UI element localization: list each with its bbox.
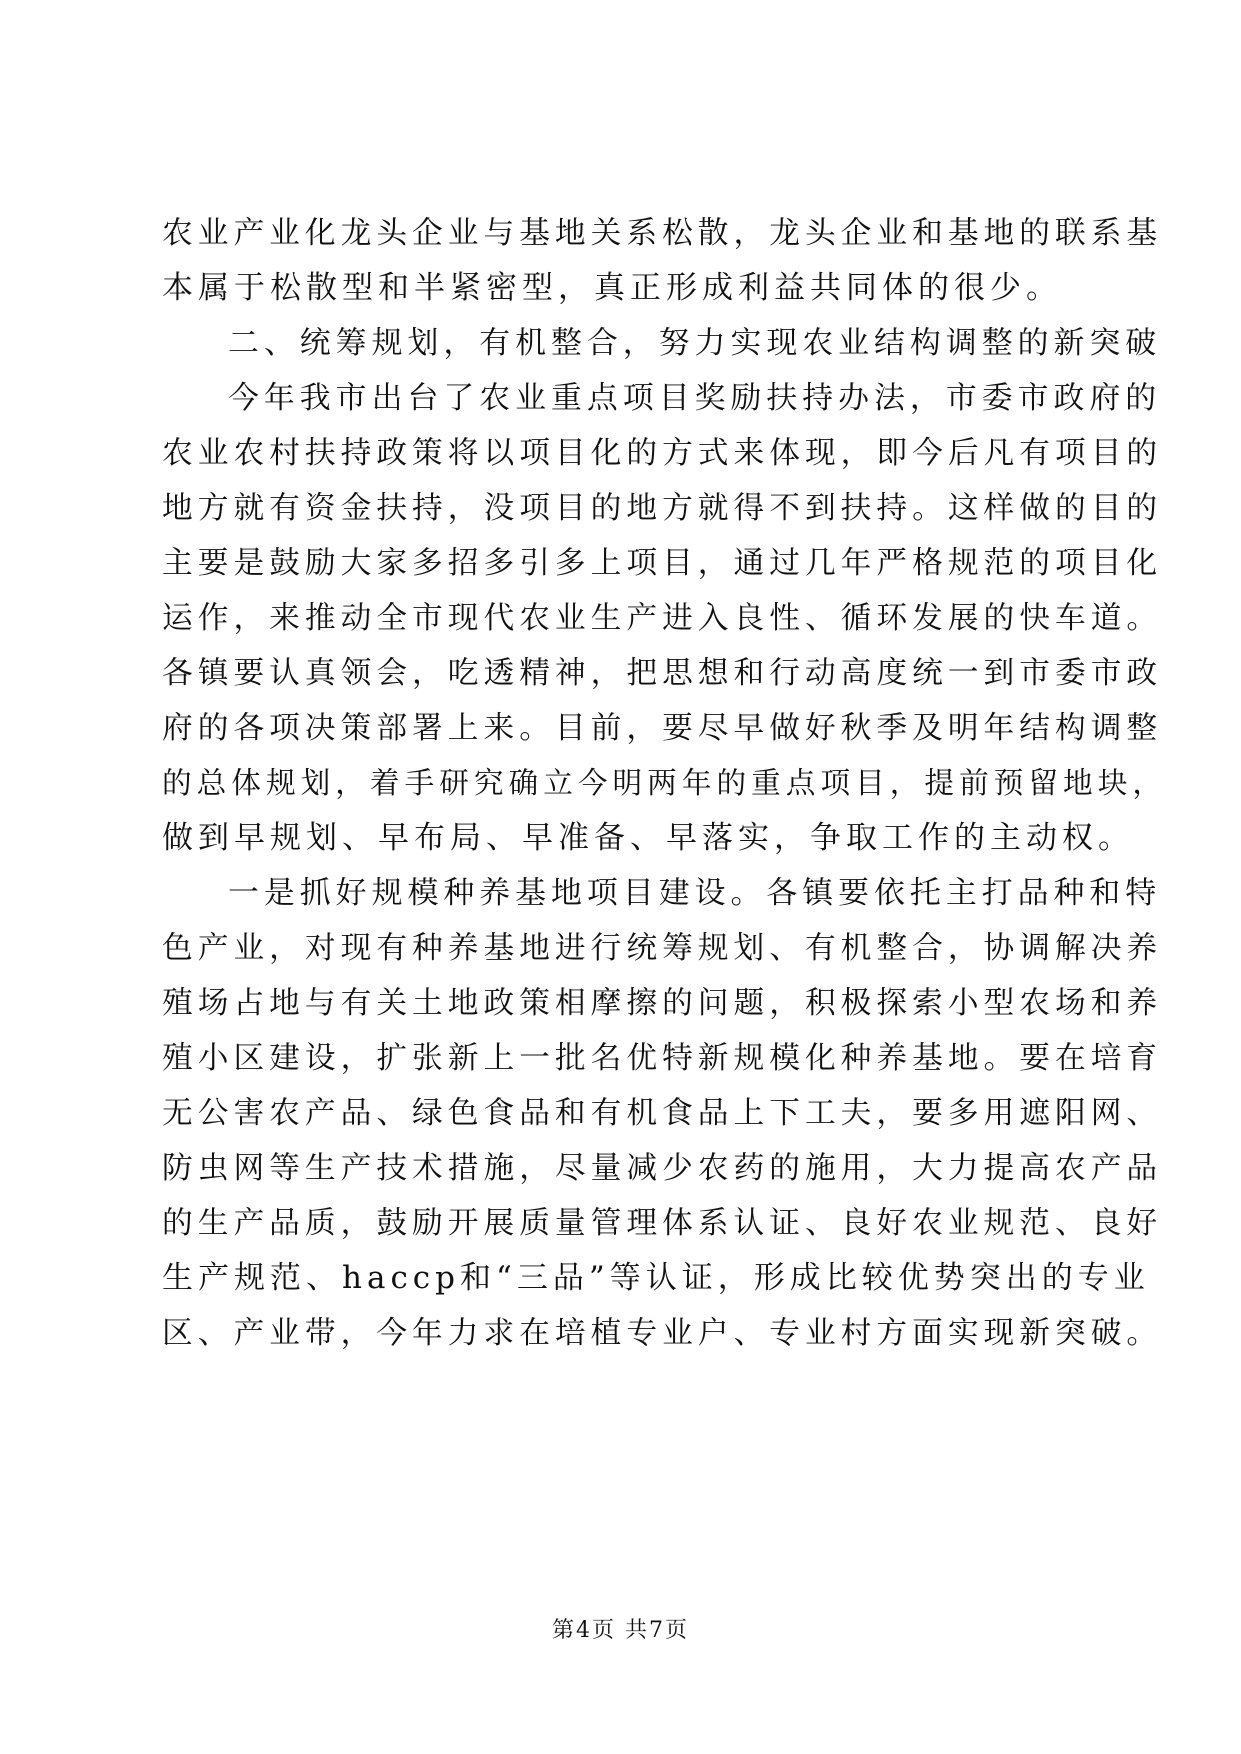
text-line: 区、产业带，今年力求在培植专业户、专业村方面实现新突破。 [162, 1315, 1163, 1351]
text-line: 殖小区建设，扩张新上一批名优特新规模化种养基地。要在培育 [162, 1040, 1163, 1076]
page-footer: 第4页 共7页 [552, 1618, 689, 1643]
text-line: 防虫网等生产技术措施，尽量减少农药的施用，大力提高农产品 [162, 1150, 1163, 1186]
text-line: 今年我市出台了农业重点项目奖励扶持办法，市委市政府的 [228, 380, 1162, 416]
text-line: 各镇要认真领会，吃透精神，把思想和行动高度统一到市委市政 [162, 655, 1163, 691]
text-line: 本属于松散型和半紧密型，真正形成利益共同体的很少。 [162, 270, 1062, 306]
text-line: 殖场占地与有关土地政策相摩擦的问题，积极探索小型农场和养 [162, 985, 1163, 1021]
text-line: 农业农村扶持政策将以项目化的方式来体现，即今后凡有项目的 [162, 435, 1163, 471]
text-line: 的总体规划，着手研究确立今明两年的重点项目，提前预留地块， [162, 765, 1168, 800]
text-line: 运作，来推动全市现代农业生产进入良性、循环发展的快车道。 [162, 600, 1163, 636]
text-line: 的生产品质，鼓励开展质量管理体系认证、良好农业规范、良好 [162, 1205, 1163, 1241]
text-line: 一是抓好规模种养基地项目建设。各镇要依托主打品种和特 [228, 875, 1162, 911]
text-line: 府的各项决策部署上来。目前，要尽早做好秋季及明年结构调整 [162, 710, 1163, 746]
text-line: 生产规范、haccp和“三品”等认证，形成比较优势突出的专业 [162, 1260, 1150, 1296]
text-line: 农业产业化龙头企业与基地关系松散，龙头企业和基地的联系基 [162, 215, 1163, 251]
text-line: 主要是鼓励大家多招多引多上项目，通过几年严格规范的项目化 [162, 545, 1163, 581]
text-line: 无公害农产品、绿色食品和有机食品上下工夫，要多用遮阳网、 [162, 1095, 1163, 1131]
text-line: 地方就有资金扶持，没项目的地方就得不到扶持。这样做的目的 [162, 490, 1163, 526]
text-line: 色产业，对现有种养基地进行统筹规划、有机整合，协调解决养 [162, 930, 1163, 966]
text-line: 做到早规划、早布局、早准备、早落实，争取工作的主动权。 [162, 820, 1134, 856]
section-heading: 二、统筹规划，有机整合，努力实现农业结构调整的新突破 [228, 325, 1162, 361]
